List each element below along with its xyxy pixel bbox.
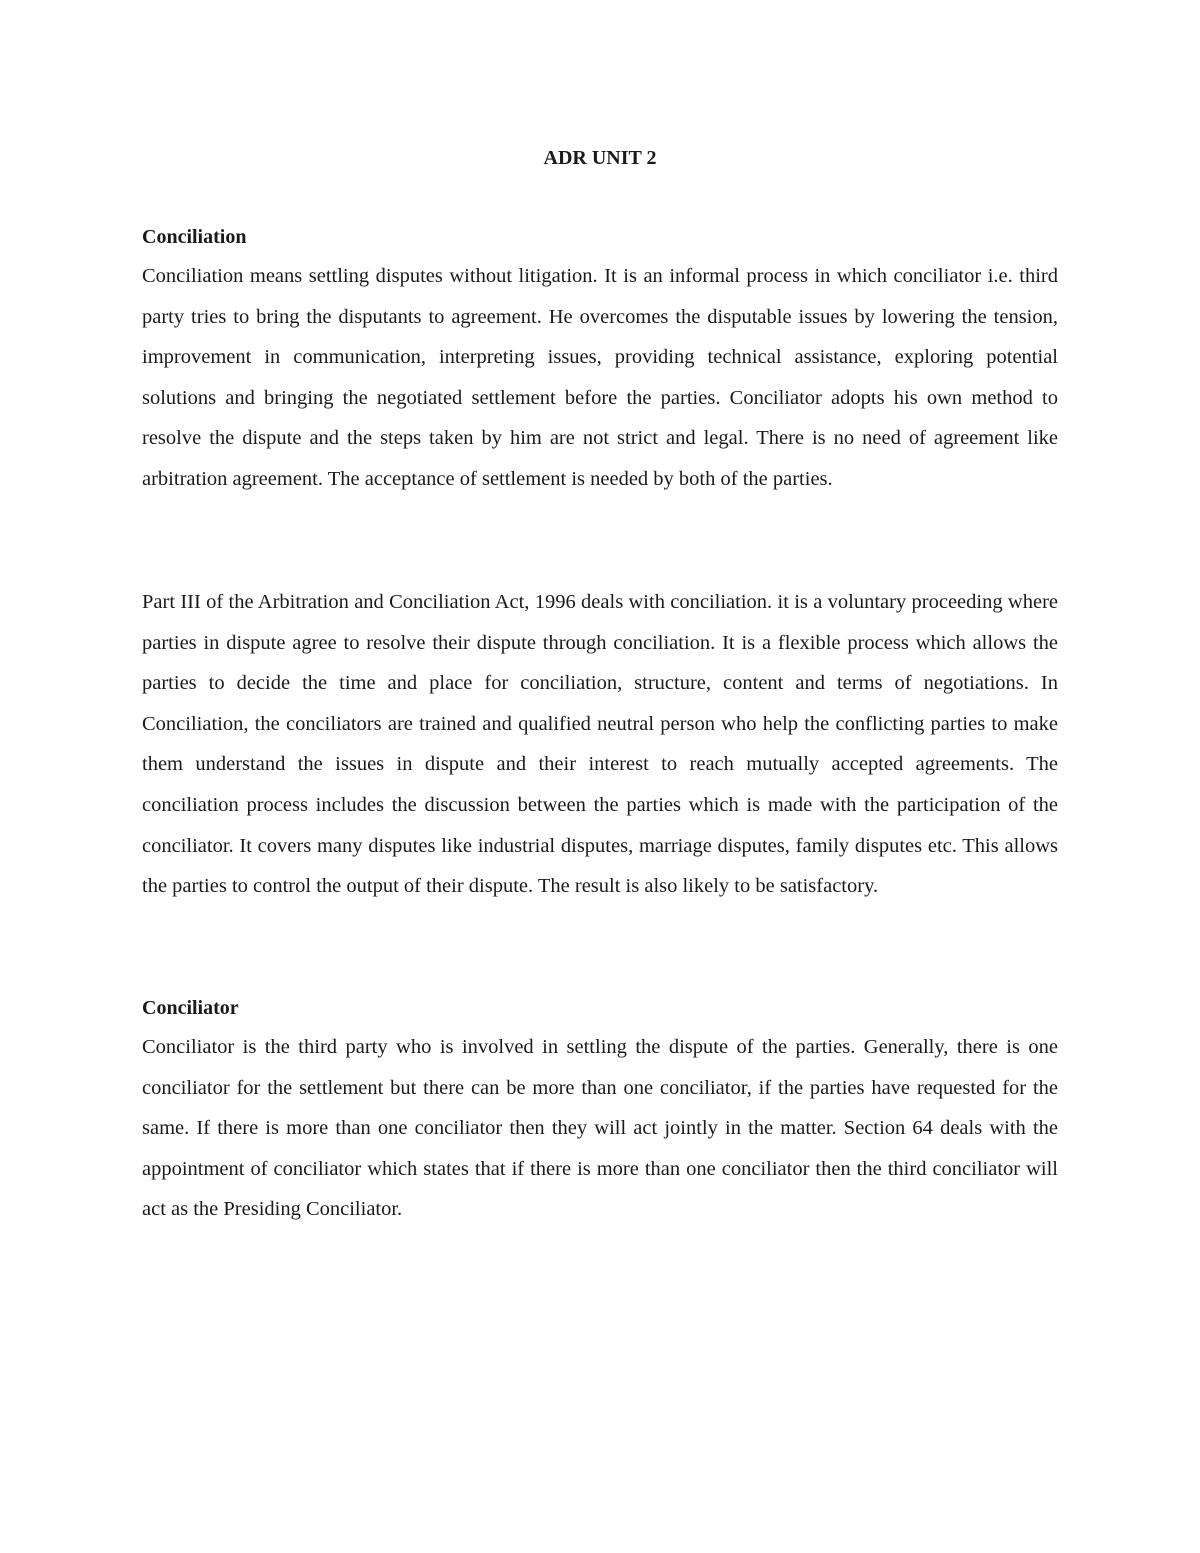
document-title: ADR UNIT 2	[543, 147, 657, 169]
section-heading-conciliator: Conciliator	[142, 997, 239, 1019]
section-conciliation	[142, 224, 1058, 500]
paragraph-conciliator-definition: Conciliator is the third party who is involved in settling the dispute of the parties. Generally, there is one conciliator for the settlement but there can be more than one conciliator, if the parties have requested for the same. If there is more than one conciliator then they will act jointly in the matter. Section 64 deals with the appointment of conciliator which states that if there is more than one conciliator then the third conciliator will act as the Presiding Conciliator.	[142, 1036, 1058, 1221]
section-conciliator	[142, 995, 1058, 1230]
paragraph-part-iii-act: Part III of the Arbitration and Conciliation Act, 1996 deals with conciliation. it is a voluntary proceeding where parties in dispute agree to resolve their dispute through conciliation. It is a flexible process which allows the parties to decide the time and place for conciliation, structure, content and terms of negotiations. In Conciliation, the conciliators are trained and qualified neutral person who help the conflicting parties to make them understand the issues in dispute and their interest to reach mutually accepted agreements. The conciliation process includes the discussion between the parties which is made with the participation of the conciliator. It covers many disputes like industrial disputes, marriage disputes, family disputes etc. This allows the parties to control the output of their dispute. The result is also likely to be satisfactory.	[142, 591, 1058, 898]
paragraph-conciliation-definition: Conciliation means settling disputes without litigation. It is an informal process in which conciliator i.e. third party tries to bring the disputants to agreement. He overcomes the disputable issues by lowering the tension, improvement in communication, interpreting issues, providing technical assistance, exploring potential solutions and bringing the negotiated settlement before the parties. Conciliator adopts his own method to resolve the dispute and the steps taken by him are not strict and legal. There is no need of agreement like arbitration agreement. The acceptance of settlement is needed by both of the parties.	[142, 265, 1058, 490]
section-heading-conciliation: Conciliation	[142, 226, 247, 248]
section-part-iii	[142, 582, 1058, 907]
